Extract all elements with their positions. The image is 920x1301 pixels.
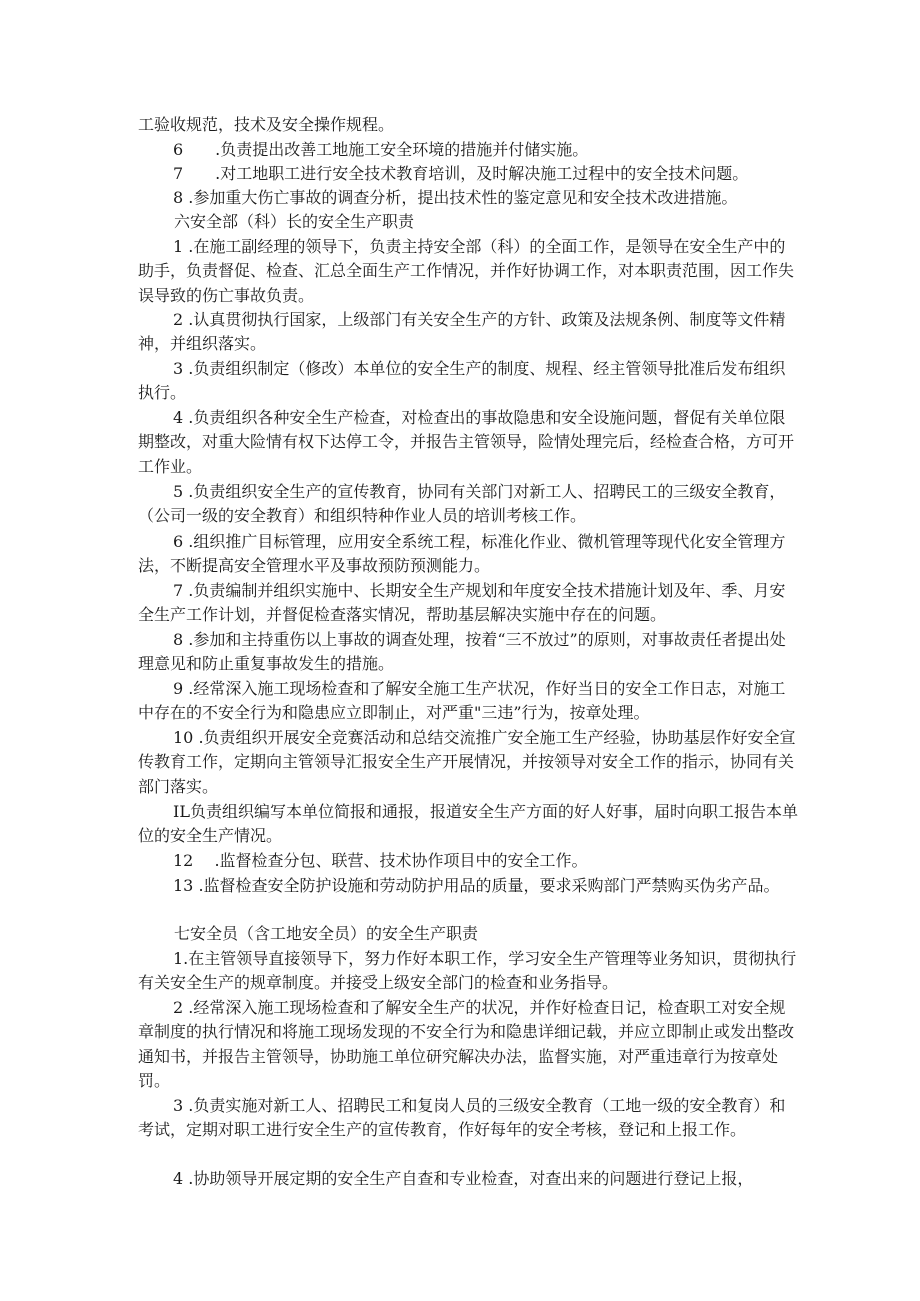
paragraph-item-3: 3 .负责组织制定（修改）本单位的安全生产的制度、规程、经主管领导批准后发布组织执行。 (138, 359, 786, 403)
paragraph-item-2: 2 .认真贯彻执行国家，上级部门有关安全生产的方针、政策及法规条例、制度等文件精神，并组织落实。 (138, 310, 786, 354)
paragraph-item-4: 4 .负责组织各种安全生产检查，对检查出的事故隐患和安全设施问题，督促有关单位限期整改，对重大险情有权下达停工令，并报告主管领导，险情处理完后，经检查合格，方可开工作业。 (138, 408, 795, 476)
paragraph-item-7b: 7 .负责编制并组织实施中、长期安全生产规划和年度安全技术措施计划及年、季、月安全生产工作计划，并督促检查落实情况，帮助基层解决实施中存在的问题。 (138, 581, 786, 625)
paragraph-item-12: 12 .监督检查分包、联营、技术协作项目中的安全工作。 (173, 851, 588, 870)
paragraph-item-11: IL负责组织编写本单位简报和通报，报道安全生产方面的好人好事，届时向职工报告本单位的安全生产情况。 (138, 802, 798, 846)
paragraph-item-13: 13 .监督检查安全防护设施和劳动防护用品的质量，要求采购部门严禁购买伪劣产品。 (173, 876, 780, 895)
paragraph-item-10: 10 .负责组织开展安全竞赛活动和总结交流推广安全施工生产经验，协助基层作好安全宣传教育工作，定期向主管领导汇报安全生产开展情况，并按领导对安全工作的指示，协同有关部门落实。 (138, 728, 796, 796)
paragraph-item-8b: 8 .参加和主持重伤以上事故的调查处理，按着“三不放过”的原则，对事故责任者提出处理意见和防止重复事故发生的措施。 (138, 630, 786, 674)
paragraph-item-7: 7 .对工地职工进行安全技术教育培训，及时解决施工过程中的安全技术问题。 (173, 164, 749, 183)
paragraph-item-2b: 2 .经常深入施工现场检查和了解安全生产的状况，并作好检查日记，检查职工对安全规章制度的执行情况和将施工现场发现的不安全行为和隐患详细记载，并应立即制止或发出整改通知书，并报告主管领导，协助施工单位研究解决办法，监督实施，对严重违章行为按章处罚。 (138, 998, 795, 1091)
paragraph-item-9: 9 .经常深入施工现场检查和了解安全施工生产状况，作好当日的安全工作日志，对施工中存在的不安全行为和隐患应立即制止，对严重"三违”行为，按章处理。 (138, 679, 786, 723)
paragraph-item-1b: 1.在主管领导直接领导下，努力作好本职工作，学习安全生产管理等业务知识，贯彻执行有关安全生产的规章制度。并接受上级安全部门的检查和业务指导。 (138, 949, 797, 993)
section-heading-6: 六安全部（科）长的安全生产职责 (174, 212, 415, 231)
paragraph-item-8: 8 .参加重大伤亡事故的调查分析，提出技术性的鉴定意见和安全技术改进措施。 (173, 188, 738, 207)
paragraph-item-5: 5 .负责组织安全生产的宣传教育，协同有关部门对新工人、招聘民工的三级安全教育，（公司一级的安全教育）和组织特种作业人员的培训考核工作。 (138, 482, 786, 526)
paragraph-item-1: 1 .在施工副经理的领导下，负责主持安全部（科）的全面工作，是领导在安全生产中的助手，负责督促、检查、汇总全面生产工作情况，并作好协调工作，对本职责范围，因工作失误导致的伤亡事故负责。 (138, 237, 795, 305)
paragraph-item-6: 6 .负责提出改善工地施工安全环境的措施并付储实施。 (173, 140, 589, 159)
paragraph-continuation: 工验收规范，技术及安全操作规程。 (138, 115, 395, 134)
paragraph-item-6b: 6 .组织推广目标管理，应用安全系统工程，标准化作业、微机管理等现代化安全管理方法，不断提高安全管理水平及事故预防预测能力。 (138, 532, 786, 576)
paragraph-item-3b: 3 .负责实施对新工人、招聘民工和复岗人员的三级安全教育（工地一级的安全教育）和考试，定期对职工进行安全生产的宣传教育，作好每年的安全考核，登记和上报工作。 (138, 1096, 786, 1140)
paragraph-item-4b: 4 .协助领导开展定期的安全生产自查和专业检查，对查出来的问题进行登记上报， (173, 1169, 754, 1188)
section-heading-7: 七安全员（含工地安全员）的安全生产职责 (174, 924, 479, 943)
